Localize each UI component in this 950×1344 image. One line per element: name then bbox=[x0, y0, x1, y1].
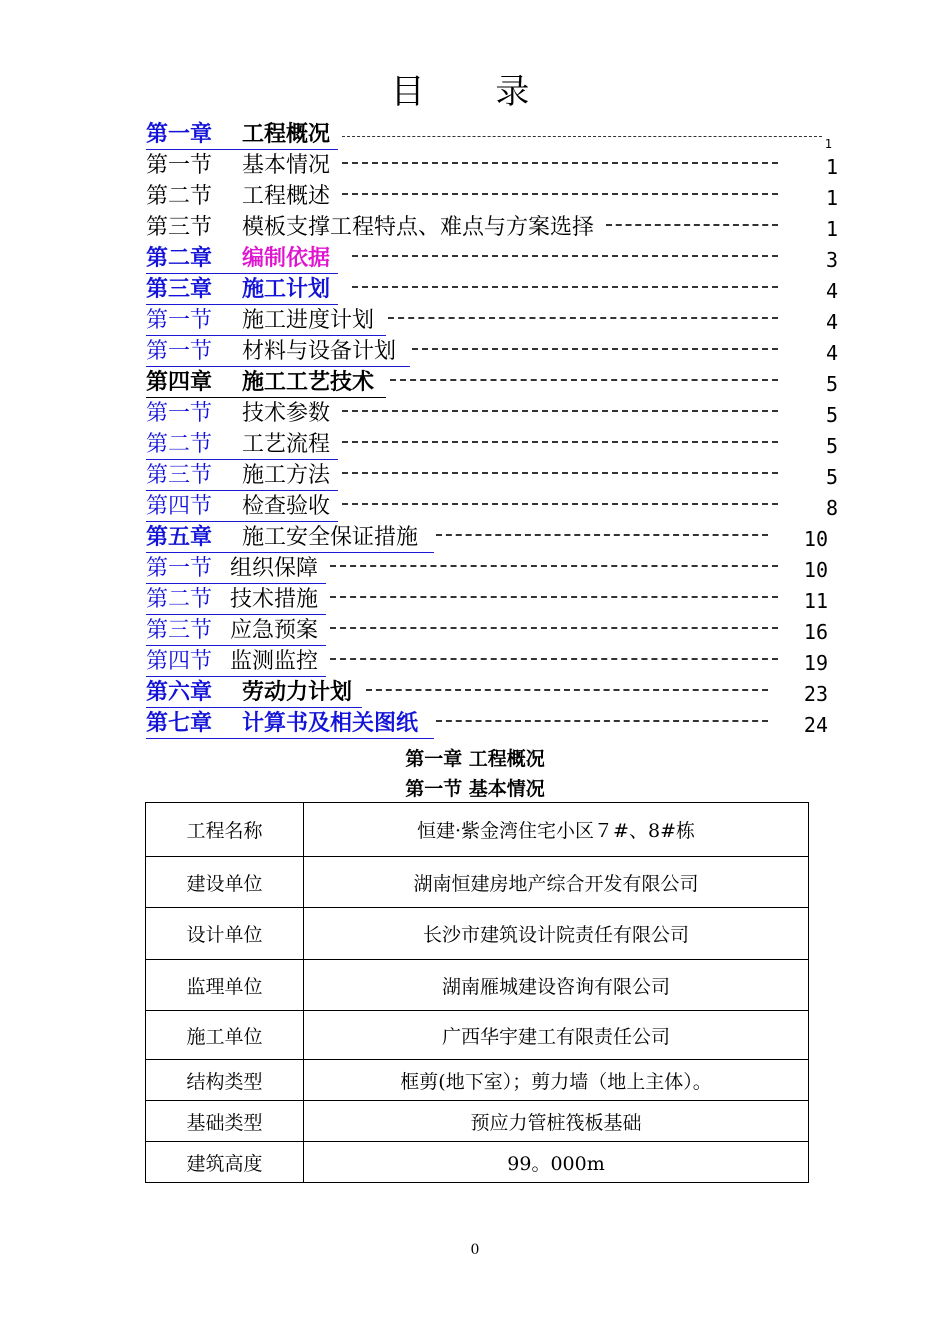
toc-leader-line bbox=[436, 534, 768, 536]
toc-link-underline bbox=[146, 583, 326, 584]
toc-entry[interactable] bbox=[146, 337, 836, 368]
toc-leader-line bbox=[342, 410, 778, 412]
toc-leader-line bbox=[606, 224, 778, 226]
toc-entry[interactable] bbox=[146, 554, 836, 585]
table-key-cell: 工程名称 bbox=[146, 803, 304, 857]
toc-entry-page: 11 bbox=[803, 589, 828, 613]
toc-leader-line bbox=[342, 503, 778, 505]
toc-entry[interactable] bbox=[146, 430, 836, 461]
toc-entry[interactable] bbox=[146, 151, 836, 182]
toc-leader-line bbox=[330, 596, 778, 598]
table-row bbox=[146, 960, 809, 1011]
toc-leader-line bbox=[342, 193, 778, 195]
toc-leader-line bbox=[342, 162, 778, 164]
table-key-cell: 监理单位 bbox=[146, 960, 304, 1011]
toc-entry[interactable] bbox=[146, 585, 836, 616]
table-row bbox=[146, 1142, 809, 1183]
table-row bbox=[146, 1011, 809, 1060]
toc-entry-number: 第六章 bbox=[146, 680, 213, 705]
toc-entry-title: 材料与设备计划 bbox=[242, 339, 397, 364]
table-key-cell: 建筑高度 bbox=[146, 1142, 304, 1183]
toc-entry-page: 4 bbox=[825, 279, 838, 303]
toc-entry-number: 第七章 bbox=[146, 711, 213, 736]
toc-entry[interactable] bbox=[146, 647, 836, 678]
toc-entry[interactable] bbox=[146, 709, 836, 740]
toc-entry[interactable] bbox=[146, 492, 836, 523]
section-heading: 第一节 基本情况 bbox=[405, 778, 545, 800]
toc-entry-title: 技术参数 bbox=[242, 401, 331, 426]
toc-entry[interactable] bbox=[146, 616, 836, 647]
toc-entry-page: 1 bbox=[824, 137, 832, 151]
toc-link-underline bbox=[146, 552, 434, 553]
toc-link-underline bbox=[146, 490, 338, 491]
toc-link-underline bbox=[146, 676, 326, 677]
table-value-cell: 99。000m bbox=[304, 1142, 809, 1183]
toc-entry[interactable] bbox=[146, 120, 836, 151]
toc-leader-line bbox=[366, 689, 768, 691]
table-row bbox=[146, 857, 809, 908]
toc-entry-page: 5 bbox=[825, 465, 838, 489]
toc-leader-line bbox=[352, 286, 778, 288]
toc-entry-number: 第三节 bbox=[146, 463, 213, 488]
toc-leader-line bbox=[388, 317, 778, 319]
table-value-cell: 预应力管桩筏板基础 bbox=[304, 1101, 809, 1142]
toc-entry-title: 施工方法 bbox=[242, 463, 331, 488]
chapter-heading: 第一章 工程概况 bbox=[405, 748, 545, 770]
toc-link-underline bbox=[146, 645, 326, 646]
table-key-cell: 施工单位 bbox=[146, 1011, 304, 1060]
table-value-cell: 长沙市建筑设计院责任有限公司 bbox=[304, 908, 809, 960]
toc-entry-title: 监测监控 bbox=[230, 649, 319, 674]
table-row bbox=[146, 803, 809, 857]
toc-entry[interactable] bbox=[146, 523, 836, 554]
table-row bbox=[146, 1101, 809, 1142]
toc-entry-page: 1 bbox=[825, 155, 838, 179]
toc-link-underline bbox=[146, 459, 338, 460]
toc-entry-page: 8 bbox=[825, 496, 838, 520]
toc-entry-title: 劳动力计划 bbox=[242, 680, 353, 705]
table-key-cell: 建设单位 bbox=[146, 857, 304, 908]
toc-entry[interactable] bbox=[146, 244, 836, 275]
toc-entry-number: 第二节 bbox=[146, 587, 213, 612]
toc-entry[interactable] bbox=[146, 368, 836, 399]
toc-entry-number: 第三节 bbox=[146, 618, 213, 643]
toc-link-underline bbox=[146, 614, 326, 615]
table-value-cell: 广西华宇建工有限责任公司 bbox=[304, 1011, 809, 1060]
toc-entry-title: 技术措施 bbox=[230, 587, 319, 612]
table-of-contents bbox=[146, 120, 836, 740]
toc-leader-line bbox=[330, 565, 778, 567]
toc-entry-number: 第二节 bbox=[146, 432, 213, 457]
toc-entry-page: 10 bbox=[803, 558, 828, 582]
table-key-cell: 基础类型 bbox=[146, 1101, 304, 1142]
toc-entry-page: 3 bbox=[825, 248, 838, 272]
toc-link-underline bbox=[146, 273, 338, 274]
toc-entry-number: 第四章 bbox=[146, 370, 213, 395]
toc-entry-page: 4 bbox=[825, 341, 838, 365]
toc-link-underline bbox=[146, 521, 338, 522]
toc-entry-page: 5 bbox=[825, 372, 838, 396]
toc-entry-number: 第一章 bbox=[146, 122, 213, 147]
toc-entry-number: 第一节 bbox=[146, 153, 213, 178]
toc-entry-number: 第四节 bbox=[146, 494, 213, 519]
toc-entry[interactable] bbox=[146, 678, 836, 709]
toc-entry-number: 第二节 bbox=[146, 184, 213, 209]
toc-link-underline bbox=[146, 335, 386, 336]
toc-leader-line bbox=[352, 255, 778, 257]
toc-leader-line bbox=[330, 627, 778, 629]
toc-leader-line bbox=[412, 348, 778, 350]
toc-entry-title: 应急预案 bbox=[230, 618, 319, 643]
toc-entry[interactable] bbox=[146, 399, 836, 430]
toc-link-underline bbox=[146, 366, 410, 367]
table-row bbox=[146, 908, 809, 960]
toc-link-underline bbox=[146, 149, 338, 150]
table-key-cell: 结构类型 bbox=[146, 1060, 304, 1101]
toc-entry-number: 第一节 bbox=[146, 556, 213, 581]
toc-entry-number: 第三节 bbox=[146, 215, 213, 240]
toc-entry-title: 模板支撑工程特点、难点与方案选择 bbox=[242, 215, 595, 240]
toc-entry[interactable] bbox=[146, 461, 836, 492]
toc-entry[interactable] bbox=[146, 306, 836, 337]
toc-entry-title: 施工安全保证措施 bbox=[242, 525, 419, 550]
toc-entry-page: 4 bbox=[825, 310, 838, 334]
table-value-cell: 框剪(地下室）；剪力墙（地上主体）。 bbox=[304, 1060, 809, 1101]
project-info-table bbox=[145, 802, 809, 1183]
toc-entry-page: 1 bbox=[825, 186, 838, 210]
toc-entry[interactable] bbox=[146, 182, 836, 213]
table-row bbox=[146, 1060, 809, 1101]
toc-entry-page: 1 bbox=[825, 217, 838, 241]
toc-leader-line bbox=[436, 720, 768, 722]
toc-entry-title: 检查验收 bbox=[242, 494, 331, 519]
toc-entry-number: 第一节 bbox=[146, 308, 213, 333]
toc-entry-page: 19 bbox=[803, 651, 828, 675]
toc-entry-title: 组织保障 bbox=[230, 556, 319, 581]
toc-leader-line bbox=[330, 658, 778, 660]
toc-entry[interactable] bbox=[146, 213, 836, 244]
toc-entry-title: 工艺流程 bbox=[242, 432, 331, 457]
toc-entry-page: 10 bbox=[803, 527, 828, 551]
toc-link-underline bbox=[146, 738, 434, 739]
toc-entry-page: 5 bbox=[825, 434, 838, 458]
toc-leader-line bbox=[342, 441, 778, 443]
page-title: 目 录 bbox=[390, 72, 560, 112]
toc-entry-page: 5 bbox=[825, 403, 838, 427]
table-value-cell: 湖南雁城建设咨询有限公司 bbox=[304, 960, 809, 1011]
toc-entry-number: 第四节 bbox=[146, 649, 213, 674]
toc-entry-number: 第五章 bbox=[146, 525, 213, 550]
toc-entry-page: 16 bbox=[803, 620, 828, 644]
page-number: 0 bbox=[470, 1242, 480, 1258]
toc-entry-number: 第二章 bbox=[146, 246, 213, 271]
table-value-cell: 恒建·紫金湾住宅小区７#、8#栋 bbox=[304, 803, 809, 857]
toc-entry[interactable] bbox=[146, 275, 836, 306]
toc-entry-title: 计算书及相关图纸 bbox=[242, 711, 419, 736]
toc-link-underline bbox=[146, 304, 338, 305]
table-value-cell: 湖南恒建房地产综合开发有限公司 bbox=[304, 857, 809, 908]
toc-link-underline bbox=[146, 707, 362, 708]
toc-entry-title: 施工计划 bbox=[242, 277, 331, 302]
toc-entry-title: 施工进度计划 bbox=[242, 308, 375, 333]
toc-leader-line bbox=[342, 472, 778, 474]
toc-entry-title: 工程概况 bbox=[242, 122, 331, 147]
toc-entry-number: 第三章 bbox=[146, 277, 213, 302]
toc-leader-line bbox=[390, 379, 778, 381]
table-key-cell: 设计单位 bbox=[146, 908, 304, 960]
toc-entry-title: 工程概述 bbox=[242, 184, 331, 209]
toc-leader-line bbox=[342, 136, 822, 137]
toc-entry-title: 施工工艺技术 bbox=[242, 370, 375, 395]
toc-link-underline bbox=[146, 397, 386, 398]
toc-entry-title: 编制依据 bbox=[242, 246, 331, 271]
toc-entry-number: 第一节 bbox=[146, 401, 213, 426]
toc-entry-page: 23 bbox=[803, 682, 828, 706]
toc-entry-title: 基本情况 bbox=[242, 153, 331, 178]
toc-entry-number: 第一节 bbox=[146, 339, 213, 364]
toc-entry-page: 24 bbox=[803, 713, 828, 737]
